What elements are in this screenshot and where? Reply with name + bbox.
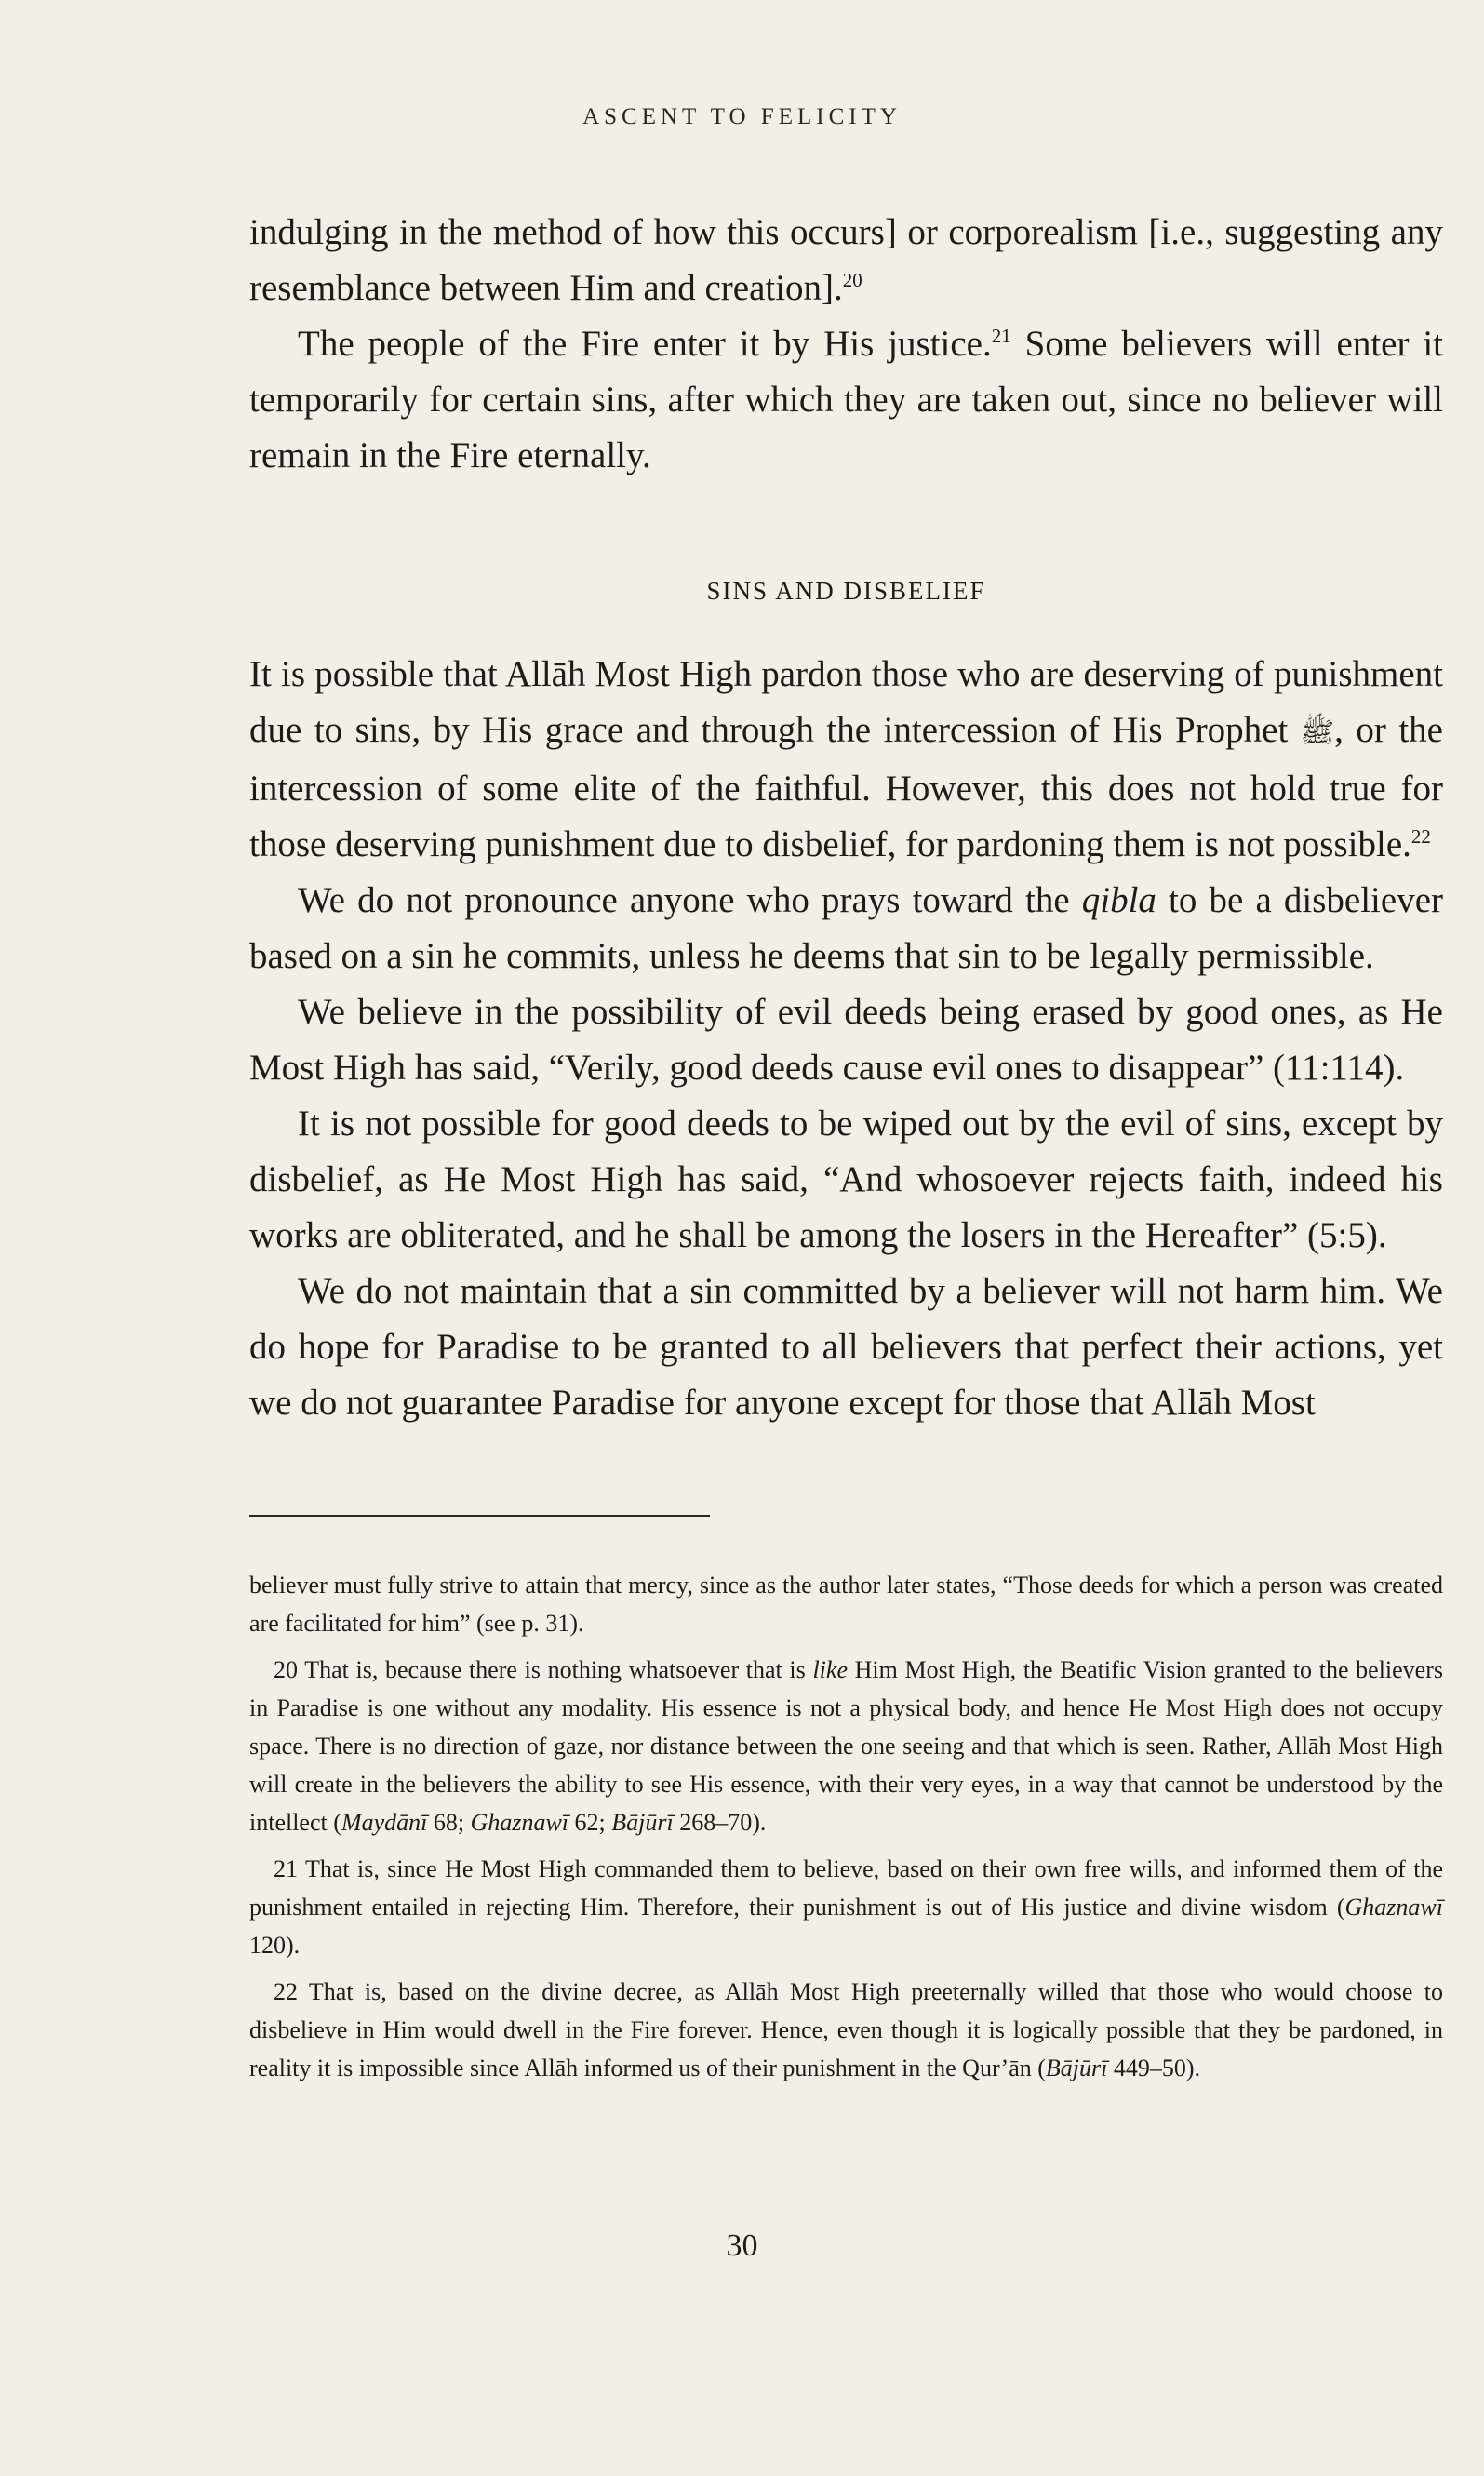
section-heading: SINS AND DISBELIEF <box>706 577 986 605</box>
footnotes <box>249 1566 1443 2095</box>
footnote-text: That is, since He Most High commanded them to believe, based on their own free wills, and informed them of the punishment entailed in rejecting Him. Therefore, their punishment is out of His justice and divine wisdom ( <box>249 1855 1443 1921</box>
paragraph-5: We believe in the possibility of evil deeds being erased by good ones, as He Most High has said, “Verily, good deeds cause evil ones to disappear” (11:114). <box>249 992 1443 1088</box>
paragraph-4-text-a: We do not pronounce anyone who prays toward the <box>298 880 1082 920</box>
paragraph-1-text: indulging in the method of how this occurs] or corporealism [i.e., suggesting any resemblance between Him and creation]. <box>249 212 1443 308</box>
footnote-text: 68; <box>427 1809 471 1836</box>
paragraph-3-text-a: It is possible that Allāh Most High pardon those who are deserving of punishment due to sins, by His grace and through the intercession of His Prophet <box>249 654 1443 750</box>
footnote-text: 62; <box>568 1809 612 1836</box>
paragraph-6: It is not possible for good deeds to be wiped out by the evil of sins, except by disbelief, as He Most High has said, “And whosoever rejects faith, indeed his works are obliterated, and he shall be among the losers in the Hereafter” (5:5). <box>249 1104 1443 1255</box>
paragraph-2-text-b: Some believers will enter it temporarily for certain sins, after which they are taken out, since no believer will remain in the Fire eternally. <box>249 324 1443 475</box>
footnote-number: 20 <box>274 1656 298 1683</box>
paragraph-3-text-b: , or the intercession of some elite of the faithful. However, this does not hold true for those deserving punishment due to disbelief, for pardoning them is not possible. <box>249 710 1443 864</box>
paragraph-2 <box>249 316 1443 484</box>
footnote-text: 120). <box>249 1932 301 1959</box>
source-title: Bājūrī <box>1045 2054 1108 2081</box>
footnote-text: 449–50). <box>1107 2054 1201 2081</box>
footnote-ref-20[interactable]: 20 <box>842 269 862 291</box>
footnote-21 <box>249 1850 1443 1964</box>
paragraph-3 <box>249 647 1443 873</box>
source-title: Ghaznawī <box>1344 1894 1443 1921</box>
paragraph-7: We do not maintain that a sin committed by a believer will not harm him. We do hope for Paradise to be granted to all believers that perfect their actions, yet we do not guarantee Paradise for anyone except for those that Allāh Most <box>249 1271 1443 1423</box>
running-head: ASCENT TO FELICITY <box>582 104 902 129</box>
footnote-divider <box>249 1515 710 1517</box>
footnote-number: 22 <box>274 1978 298 2005</box>
footnote-emphasis: like <box>812 1656 848 1683</box>
footnote-continuation: believer must fully strive to attain that mercy, since as the author later states, “Those deeds for which a person was created are facilitated for him” (see p. 31). <box>249 1572 1443 1637</box>
footnote-text: 268–70). <box>673 1809 767 1836</box>
salawat-glyph: ﷺ <box>1300 716 1335 749</box>
paragraph-4-text-b: to be a disbeliever based on a sin he commits, unless he deems that sin to be legally permissible. <box>249 880 1443 976</box>
footnote-text: That is, because there is nothing whatsoever that is <box>298 1656 813 1683</box>
source-title: Maydānī <box>341 1809 428 1836</box>
main-text <box>249 205 1443 1431</box>
source-title: Bājūrī <box>611 1809 674 1836</box>
footnote-22 <box>249 1973 1443 2087</box>
page-number: 30 <box>726 2228 758 2263</box>
paragraph-2-text-a: The people of the Fire enter it by His justice. <box>298 324 992 364</box>
footnote-text: Him Most High, the Beatific Vision granted to the believers in Paradise is one without any modality. His essence is not a physical body, and hence He Most High does not occupy space. There is no direction of gaze, nor distance between the one seeing and that which is seen. Rather, Allāh Most High will create in the believers the ability to see His essence, with their very eyes, in a way that cannot be understood by the intellect ( <box>249 1656 1443 1836</box>
term-qibla: qibla <box>1081 880 1156 920</box>
source-title: Ghaznawī <box>470 1809 569 1836</box>
paragraph-1 <box>249 205 1443 316</box>
footnote-20 <box>249 1651 1443 1841</box>
paragraph-4 <box>249 873 1443 984</box>
footnote-ref-21[interactable]: 21 <box>991 325 1011 347</box>
footnote-number: 21 <box>274 1855 298 1882</box>
footnote-text: That is, based on the divine decree, as Allāh Most High preeternally willed that those who would choose to disbelieve in Him would dwell in the Fire forever. Hence, even though it is logically possible that they be pardoned, in reality it is impossible since Allāh informed us of their punishment in the Qur’ān ( <box>249 1978 1443 2081</box>
footnote-ref-22[interactable]: 22 <box>1410 825 1431 848</box>
